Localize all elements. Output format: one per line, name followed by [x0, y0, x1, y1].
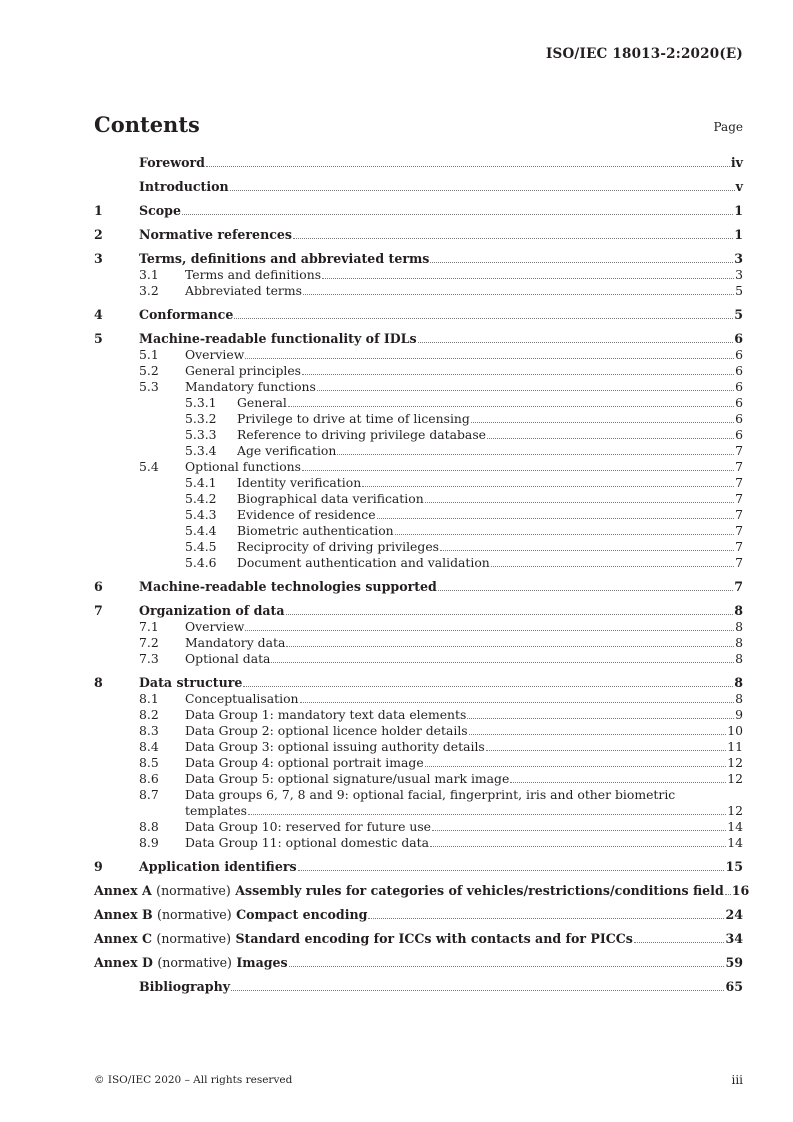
toc-entry-number: 5.3.3 [185, 427, 217, 442]
toc-entry-number: 8.6 [139, 771, 159, 786]
toc-entry-title: Machine-readable functionality of IDLs [139, 331, 417, 346]
toc-entry[interactable] [94, 475, 743, 491]
toc-entry-title: Evidence of residence [237, 507, 376, 522]
toc-entry-number: 5.2 [139, 363, 159, 378]
toc-entry[interactable] [94, 907, 743, 923]
toc-entry-page: 7 [734, 579, 743, 594]
toc-entry[interactable] [94, 347, 743, 363]
toc-entry-number: 5.3.1 [185, 395, 217, 410]
page-column-label: Page [713, 120, 743, 134]
toc-entry[interactable] [94, 363, 743, 379]
toc-entry[interactable] [94, 635, 743, 651]
toc-entry-number: 6 [94, 579, 103, 594]
toc-entry-number: 5.4.3 [185, 507, 217, 522]
toc-entry-number: 5.4.6 [185, 555, 217, 570]
toc-entry[interactable] [94, 155, 743, 171]
toc-entry-title: Normative references [139, 227, 293, 242]
toc-entry-number: 3.1 [139, 267, 159, 282]
toc-entry-page: 12 [727, 755, 743, 770]
toc-entry-title: Data Group 11: optional domestic data [185, 835, 430, 850]
toc-entry-title: Application identifiers [139, 859, 297, 874]
dot-leader [425, 502, 734, 503]
dot-leader [243, 686, 733, 687]
dot-leader [418, 342, 734, 343]
dot-leader [440, 550, 734, 551]
dot-leader [471, 422, 734, 423]
toc-entry-number: 8.3 [139, 723, 159, 738]
dot-leader [430, 262, 733, 263]
dot-leader [302, 374, 734, 375]
toc-entry-title: Biographical data verification [237, 491, 424, 506]
toc-entry[interactable] [94, 555, 743, 571]
toc-entry-number: 8 [94, 675, 103, 690]
toc-entry[interactable] [94, 179, 743, 195]
toc-entry-number: 8.9 [139, 835, 159, 850]
toc-entry-number: 5 [94, 331, 103, 346]
toc-entry-number: 4 [94, 307, 103, 322]
toc-entry-title: Optional functions [185, 459, 301, 474]
toc-entry-number: 3 [94, 251, 103, 266]
annex-title: Compact encoding [236, 907, 368, 922]
dot-leader [234, 318, 733, 319]
toc-entry-number: 7.3 [139, 651, 159, 666]
toc-entry-page: 9 [735, 707, 743, 722]
dot-leader [432, 830, 726, 831]
toc-entry-number: 9 [94, 859, 103, 874]
annex-status: (normative) [156, 931, 232, 946]
toc-entry[interactable] [94, 755, 743, 771]
toc-entry-number: 8.2 [139, 707, 159, 722]
toc-entry-page: 5 [734, 307, 743, 322]
toc-entry[interactable] [94, 267, 743, 283]
toc-entry-title: Privilege to drive at time of licensing [237, 411, 470, 426]
dot-leader [248, 814, 726, 815]
toc-entry-title: Reference to driving privilege database [237, 427, 487, 442]
toc-entry-page: 7 [735, 523, 743, 538]
dot-leader [368, 918, 724, 919]
toc-entry-title: Data structure [139, 675, 243, 690]
toc-entry-title: Terms and definitions [185, 267, 322, 282]
toc-entry-number: 8.7 [139, 787, 159, 802]
toc-entry-number: 5.4.5 [185, 539, 217, 554]
toc-entry-title: Scope [139, 203, 181, 218]
toc-entry-title: Document authentication and validation [237, 555, 490, 570]
toc-entry-title: Introduction [139, 179, 229, 194]
toc-entry[interactable] [94, 787, 743, 819]
dot-leader [245, 630, 734, 631]
toc-entry-page: 12 [727, 803, 743, 818]
toc-entry-title [94, 931, 633, 947]
toc-entry[interactable] [94, 539, 743, 555]
dot-leader [491, 566, 734, 567]
toc-entry-page: 7 [735, 475, 743, 490]
annex-title: Standard encoding for ICCs with contacts and for PICCs [235, 931, 633, 946]
table-of-contents [94, 155, 750, 995]
dot-leader [425, 766, 727, 767]
toc-entry-page: 7 [735, 539, 743, 554]
toc-entry[interactable] [94, 307, 743, 323]
toc-entry-title: Foreword [139, 155, 205, 170]
annex-title: Assembly rules for categories of vehicles/restrictions/conditions field [235, 883, 724, 898]
toc-entry[interactable] [94, 739, 743, 755]
dot-leader [298, 870, 725, 871]
toc-entry-number: 8.5 [139, 755, 159, 770]
toc-entry-page: 7 [735, 555, 743, 570]
toc-entry-page: 8 [734, 603, 743, 618]
toc-entry[interactable] [94, 723, 743, 739]
toc-entry-page: 14 [727, 819, 743, 834]
toc-entry-page: 1 [734, 203, 743, 218]
toc-entry-title: Conformance [139, 307, 234, 322]
toc-entry[interactable] [94, 603, 743, 619]
dot-leader [231, 990, 724, 991]
toc-entry[interactable] [94, 707, 743, 723]
dot-leader [395, 534, 734, 535]
toc-entry-number: 5.3.4 [185, 443, 217, 458]
toc-entry-page: 6 [735, 363, 743, 378]
toc-entry[interactable] [94, 675, 743, 691]
toc-entry-title: Optional data [185, 651, 271, 666]
toc-entry-title [94, 883, 724, 899]
annex-title: Images [236, 955, 288, 970]
dot-leader [286, 646, 734, 647]
toc-entry-title: Reciprocity of driving privileges [237, 539, 440, 554]
toc-entry[interactable] [94, 203, 743, 219]
toc-entry-title: Terms, definitions and abbreviated terms [139, 251, 430, 266]
toc-entry-title: Data Group 5: optional signature/usual mark image [185, 771, 510, 786]
toc-entry[interactable] [94, 443, 743, 459]
toc-entry-page: 12 [727, 771, 743, 786]
toc-entry-page: 65 [725, 979, 743, 994]
dot-leader [293, 238, 733, 239]
annex-status: (normative) [156, 883, 231, 898]
toc-entry-page: 6 [735, 379, 743, 394]
toc-entry-page: 6 [735, 347, 743, 362]
toc-entry-number: 8.1 [139, 691, 159, 706]
page-number: iii [731, 1073, 743, 1087]
toc-entry-page: 14 [727, 835, 743, 850]
toc-entry-number: 5.1 [139, 347, 159, 362]
toc-entry-number: 5.4.4 [185, 523, 217, 538]
dot-leader [182, 214, 733, 215]
toc-entry[interactable] [94, 579, 743, 595]
toc-entry-page: 6 [734, 331, 743, 346]
dot-leader [230, 190, 735, 191]
toc-entry-number: 5.4.1 [185, 475, 217, 490]
toc-entry-page: iv [730, 155, 743, 170]
toc-entry[interactable] [94, 859, 743, 875]
toc-entry-title: Machine-readable technologies supported [139, 579, 437, 594]
copyright-notice: © ISO/IEC 2020 – All rights reserved [94, 1074, 293, 1086]
toc-entry-page: 8 [735, 691, 743, 706]
toc-entry-number: 5.4.2 [185, 491, 217, 506]
toc-entry-page: 16 [731, 883, 750, 898]
toc-entry-title: Bibliography [139, 979, 231, 994]
toc-entry-page: 11 [727, 739, 743, 754]
toc-entry-number: 5.3 [139, 379, 159, 394]
dot-leader [469, 734, 727, 735]
toc-entry[interactable] [94, 931, 743, 947]
dot-leader [438, 590, 733, 591]
dot-leader [303, 294, 734, 295]
dot-leader [289, 966, 725, 967]
toc-entry-page: 7 [735, 443, 743, 458]
toc-entry-title: Overview [185, 347, 245, 362]
toc-entry-title: Organization of data [139, 603, 285, 618]
toc-entry[interactable] [94, 619, 743, 635]
toc-entry-page: 10 [727, 723, 743, 738]
toc-entry[interactable] [94, 819, 743, 835]
annex-label: Annex A [94, 883, 152, 898]
toc-entry-number: 8.8 [139, 819, 159, 834]
toc-entry-number: 3.2 [139, 283, 159, 298]
dot-leader [377, 518, 735, 519]
toc-entry[interactable] [94, 771, 743, 787]
toc-entry-title: Biometric authentication [237, 523, 394, 538]
toc-entry-page: 3 [735, 267, 743, 282]
annex-status: (normative) [157, 955, 232, 970]
toc-entry-title: Data Group 10: reserved for future use [185, 819, 432, 834]
toc-entry[interactable] [94, 883, 750, 899]
toc-entry-number: 7 [94, 603, 103, 618]
toc-entry-title-continued: templates [185, 803, 248, 818]
toc-entry-page: v [735, 179, 743, 194]
toc-entry-title: Data groups 6, 7, 8 and 9: optional facial, fingerprint, iris and other biometric [185, 787, 676, 802]
dot-leader [317, 390, 734, 391]
dot-leader [487, 438, 734, 439]
toc-entry-title: Identity verification [237, 475, 362, 490]
toc-entry[interactable] [94, 491, 743, 507]
dot-leader [286, 614, 734, 615]
toc-entry[interactable] [94, 523, 743, 539]
toc-entry[interactable] [94, 507, 743, 523]
toc-entry-title [94, 907, 367, 923]
dot-leader [430, 846, 726, 847]
dot-leader [362, 486, 734, 487]
toc-entry-number: 2 [94, 227, 103, 242]
toc-entry-number: 5.4 [139, 459, 159, 474]
dot-leader [300, 702, 735, 703]
toc-entry-page: 6 [735, 427, 743, 442]
toc-entry-title: Abbreviated terms [185, 283, 302, 298]
toc-entry-title: Age verification [237, 443, 337, 458]
dot-leader [725, 894, 731, 895]
toc-entry-title: Data Group 1: mandatory text data elements [185, 707, 467, 722]
toc-entry-page: 15 [725, 859, 743, 874]
toc-entry-title: Data Group 2: optional licence holder details [185, 723, 468, 738]
toc-entry-title: General [237, 395, 287, 410]
dot-leader [302, 470, 734, 471]
toc-entry-page: 34 [725, 931, 743, 946]
dot-leader [467, 718, 734, 719]
toc-entry[interactable] [94, 427, 743, 443]
toc-entry[interactable] [94, 651, 743, 667]
toc-entry-page: 6 [735, 395, 743, 410]
dot-leader [337, 454, 734, 455]
toc-entry[interactable] [94, 691, 743, 707]
toc-entry-title: Data Group 3: optional issuing authority details [185, 739, 485, 754]
annex-status: (normative) [157, 907, 232, 922]
toc-entry[interactable] [94, 411, 743, 427]
dot-leader [206, 166, 730, 167]
dot-leader [322, 278, 734, 279]
toc-entry[interactable] [94, 459, 743, 475]
toc-entry[interactable] [94, 395, 743, 411]
toc-entry-page: 7 [735, 459, 743, 474]
toc-entry[interactable] [94, 955, 743, 971]
dot-leader [510, 782, 726, 783]
toc-entry-page: 59 [725, 955, 743, 970]
toc-entry-title: Conceptualisation [185, 691, 299, 706]
toc-entry-title: General principles [185, 363, 302, 378]
dot-leader [245, 358, 734, 359]
dot-leader [288, 406, 734, 407]
toc-entry-number: 8.4 [139, 739, 159, 754]
document-id: ISO/IEC 18013-2:2020(E) [546, 46, 743, 62]
toc-entry-page: 3 [734, 251, 743, 266]
toc-entry-page: 8 [735, 651, 743, 666]
toc-entry-title [94, 955, 288, 971]
toc-entry-title: Data Group 4: optional portrait image [185, 755, 424, 770]
toc-entry-page: 24 [725, 907, 743, 922]
annex-label: Annex B [94, 907, 153, 922]
annex-label: Annex D [94, 955, 153, 970]
toc-entry-title: Overview [185, 619, 245, 634]
toc-entry[interactable] [94, 835, 743, 851]
dot-leader [271, 662, 734, 663]
toc-entry[interactable] [94, 379, 743, 395]
toc-entry-number: 5.3.2 [185, 411, 217, 426]
toc-entry-page: 6 [735, 411, 743, 426]
toc-entry-title: Mandatory functions [185, 379, 316, 394]
toc-entry[interactable] [94, 227, 743, 243]
toc-entry-page: 8 [735, 619, 743, 634]
annex-label: Annex C [94, 931, 153, 946]
toc-entry[interactable] [94, 283, 743, 299]
dot-leader [486, 750, 726, 751]
toc-entry[interactable] [94, 251, 743, 267]
toc-entry-page: 7 [735, 491, 743, 506]
toc-entry-title: Mandatory data [185, 635, 286, 650]
toc-entry-page: 8 [734, 675, 743, 690]
page-title: Contents [94, 112, 200, 137]
toc-entry-page: 1 [734, 227, 743, 242]
toc-entry-page: 5 [735, 283, 743, 298]
toc-entry-page: 8 [735, 635, 743, 650]
contents-heading [94, 112, 743, 140]
toc-entry-number: 7.2 [139, 635, 159, 650]
toc-entry[interactable] [94, 979, 743, 995]
toc-entry-number: 7.1 [139, 619, 159, 634]
toc-entry-number: 1 [94, 203, 103, 218]
toc-entry-page: 7 [735, 507, 743, 522]
dot-leader [634, 942, 725, 943]
toc-entry[interactable] [94, 331, 743, 347]
